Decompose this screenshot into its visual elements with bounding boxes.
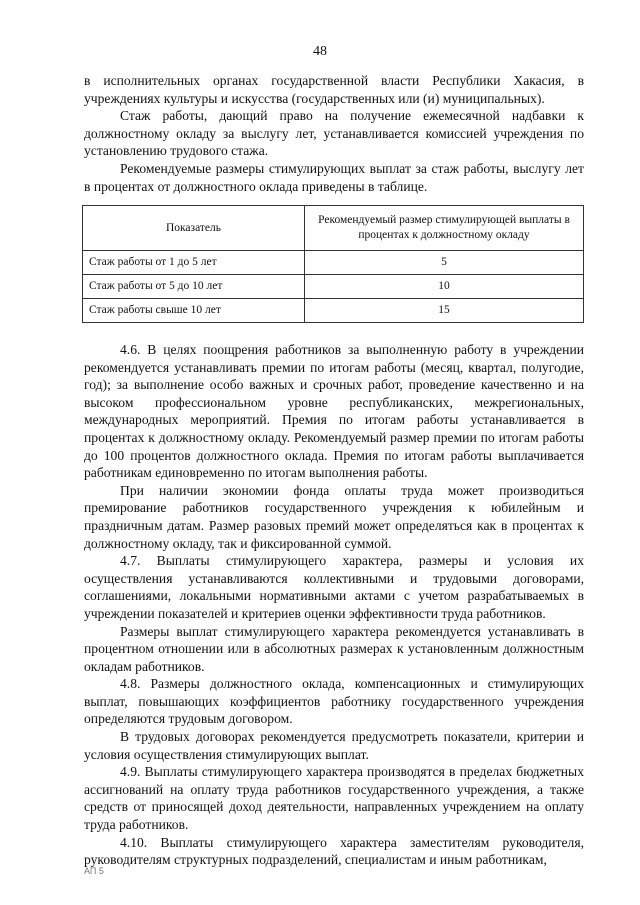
paragraph: 4.6. В целях поощрения работников за выполненную работу в учреждении рекомендуется устанавливать премии по итогам работы (месяц, квартал, полугодие, год); за выполнение особо важных и срочных работ, проведение качественно и на высоком профессиональном уровне республиканских, межрегиональных, международных мероприятий. Премия по итогам работы устанавливается в процентах к должностному окладу. Рекомендуемый размер премии по итогам работы до 100 процентов должностного оклада. Премия по итогам работы выплачивается работникам единовременно по итогам выполнения работы.	[84, 342, 584, 481]
table-cell: Стаж работы от 5 до 10 лет	[83, 275, 305, 299]
table-cell: Стаж работы от 1 до 5 лет	[83, 251, 305, 275]
paragraph: В трудовых договорах рекомендуется предусмотреть показатели, критерии и условия осуществления стимулирующих выплат.	[84, 729, 584, 762]
intro-text	[84, 72, 584, 195]
paragraph: в исполнительных органах государственной власти Республики Хакасия, в учреждениях культуры и искусства (государственных или (и) муниципальных).	[84, 73, 584, 106]
paragraph: Размеры выплат стимулирующего характера рекомендуется устанавливать в процентном отношении или в абсолютных размерах к установленным должностным окладам работников.	[84, 623, 584, 674]
table-header-cell: Рекомендуемый размер стимулирующей выплаты в процентах к должностному окладу	[305, 206, 584, 251]
table-cell: 5	[305, 251, 584, 275]
paragraph: Рекомендуемые размеры стимулирующих выплат за стаж работы, выслугу лет в процентах от должностного оклада приведены в таблице.	[84, 160, 584, 194]
paragraph: 4.8. Размеры должностного оклада, компенсационных и стимулирующих выплат, повышающих коэффициентов работнику государственного учреждения определяются трудовым договором.	[84, 676, 584, 727]
paragraph: При наличии экономии фонда оплаты труда может производиться премирование работников государственного учреждения к юбилейным и праздничным датам. Размер разовых премий может определяться как в процентах к должностному окладу, так и фиксированной суммой.	[84, 482, 584, 551]
paragraph: Стаж работы, дающий право на получение ежемесячной надбавки к должностному окладу за выслугу лет, устанавливается комиссией учреждения по установлению трудового стажа.	[84, 108, 584, 159]
paragraph: 4.7. Выплаты стимулирующего характера, размеры и условия их осуществления устанавливаются коллективными и трудовыми договорами, соглашениями, локальными нормативными актами с учетом разрабатываемых в учреждении показателей и критериев оценки эффективности труда работников.	[84, 553, 584, 621]
body-text	[84, 341, 584, 869]
table-cell: 10	[305, 275, 584, 299]
table-row	[83, 299, 584, 323]
table-row	[83, 275, 584, 299]
table-header-cell: Показатель	[83, 206, 305, 251]
table-row	[83, 251, 584, 275]
table-cell: 15	[305, 299, 584, 323]
seniority-table	[82, 205, 584, 323]
paragraph: 4.9. Выплаты стимулирующего характера производятся в пределах бюджетных ассигнований на оплату труда работников государственного учреждения, а также средств от приносящей доход деятельности, направленных учреждением на оплату труда работников.	[84, 764, 584, 833]
table-header-row	[83, 206, 584, 251]
page-number: 48	[313, 44, 327, 59]
paragraph: 4.10. Выплаты стимулирующего характера заместителям руководителя, руководителям структурных подразделений, специалистам и иным работникам,	[84, 834, 584, 868]
footer-mark: АП 5	[84, 866, 104, 876]
table-cell: Стаж работы свыше 10 лет	[83, 299, 305, 323]
